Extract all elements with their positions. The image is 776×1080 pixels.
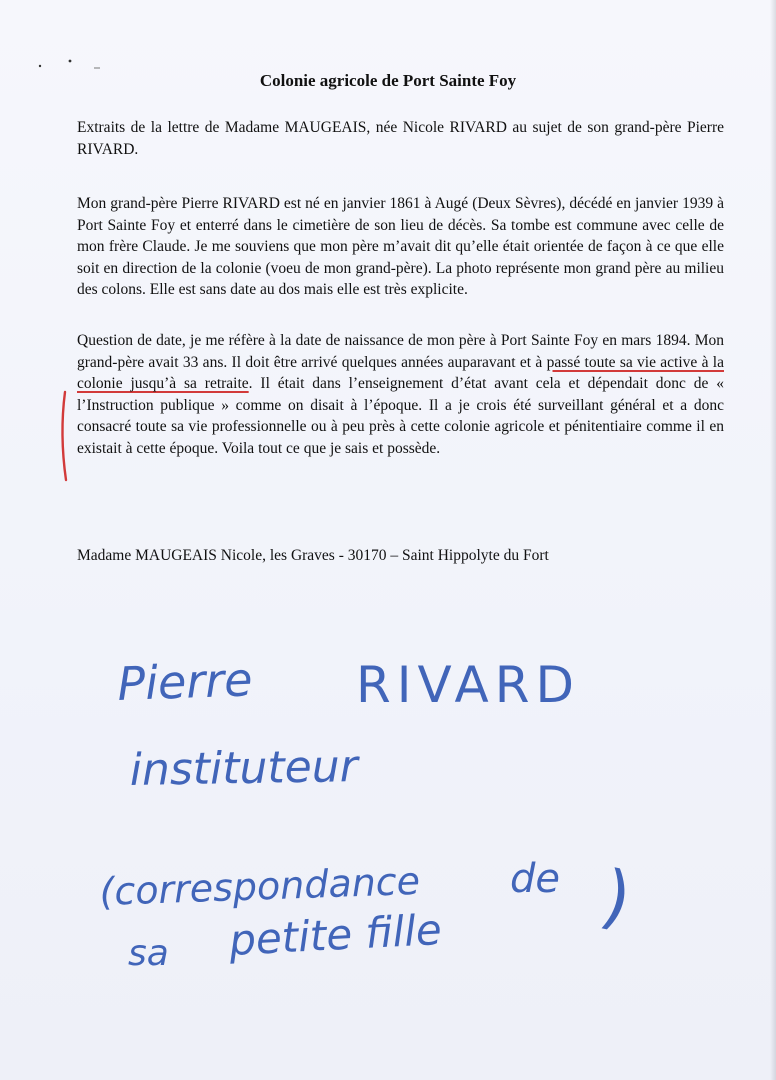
document-title: Colonie agricole de Port Sainte Foy (259, 71, 517, 90)
body-paragraph-2 (77, 330, 724, 459)
handwriting-pierre: Pierre (116, 652, 254, 711)
body-paragraph-1: Mon grand-père Pierre RIVARD est né en janvier 1861 à Augé (Deux Sèvres), décédé en janvier 1939 à Port Sainte Foy et enterré dans le cimetière de son lieu de décès. Sa tombe est commune avec celle de mon frère Claude. Je me souviens que mon père m’avait dit qu’elle était orientée de façon à ce que elle soit en direction de la colonie (voeu de mon grand-père). La photo représente mon grand père au milieu des colons. Elle est sans date au dos mais elle est très explicite. (77, 195, 724, 298)
handwriting-rivard: RIVARD (356, 656, 580, 714)
paragraph-2-end: . Il était dans l’enseignement d’état avant cela et dépendait donc de « l’Instruction publique » comme on disait à l’époque. Il a je crois été surveillant général et a donc consacré toute sa vie professionnelle ou à peu près à cette colonie agricole et pénitentiaire comme il en existait à cette époque. Voila tout ce que je sais et possède. (77, 375, 724, 457)
handwriting-de: de (510, 856, 560, 902)
paragraph-2-start: Question de date, je me réfère à la date de naissance de mon père à Port Sainte Foy en mars 1894. Mon grand-père avait 33 ans. Il doit être arrivé quelques années auparavant et à (77, 332, 724, 371)
underlined-passage: passé toute sa vie active à la colonie jusqu’à sa retraite (77, 353, 724, 392)
handwriting-correspondance: (correspondance (98, 858, 421, 914)
handwriting-petite-fille: petite fille (227, 904, 443, 965)
intro-paragraph: Extraits de la lettre de Madame MAUGEAIS, née Nicole RIVARD au sujet de son grand-père Pierre RIVARD. (77, 119, 724, 158)
page-edge-shadow (770, 0, 776, 1080)
handwriting-sa: sa (128, 933, 169, 974)
handwriting-instituteur: instituteur (129, 741, 359, 796)
red-margin-mark (56, 390, 72, 482)
handwriting-closing-parenthesis: ) (594, 854, 639, 941)
sender-address: Madame MAUGEAIS Nicole, les Graves - 30170 – Saint Hippolyte du Fort (77, 547, 549, 564)
